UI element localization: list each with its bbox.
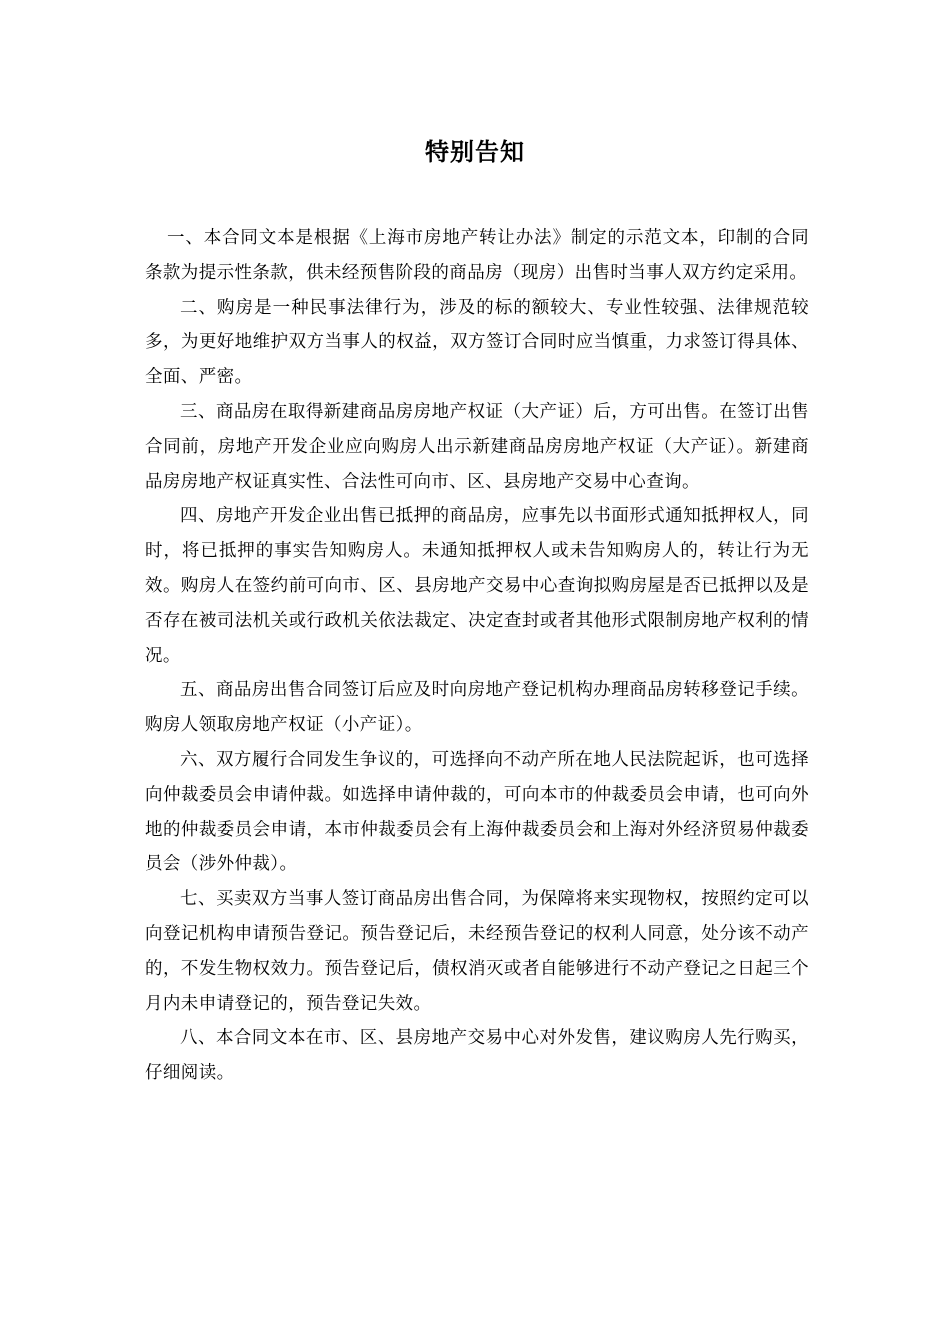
notice-paragraph-7: 七、买卖双方当事人签订商品房出售合同，为保障将来实现物权，按照约定可以向登记机构申请预告登记。预告登记后，未经预告登记的权利人同意，处分该不动产的，不发生物权效力。预告登记后，债权消灭或者自能够进行不动产登记之日起三个月内未申请登记的，预告登记失效。: [145, 889, 809, 1014]
notice-body: [145, 221, 809, 1091]
document-title: 特别告知: [425, 138, 525, 166]
notice-paragraph-5: 五、商品房出售合同签订后应及时向房地产登记机构办理商品房转移登记手续。购房人领取房地产权证（小产证）。: [145, 680, 809, 736]
notice-paragraph-8: 八、本合同文本在市、区、县房地产交易中心对外发售，建议购房人先行购买，仔细阅读。: [145, 1028, 809, 1084]
notice-paragraph-3: 三、商品房在取得新建商品房房地产权证（大产证）后，方可出售。在签订出售合同前，房地产开发企业应向购房人出示新建商品房房地产权证（大产证）。新建商品房房地产权证真实性、合法性可向市、区、县房地产交易中心查询。: [145, 401, 809, 492]
notice-paragraph-1: 一、本合同文本是根据《上海市房地产转让办法》制定的示范文本，印制的合同条款为提示性条款，供未经预售阶段的商品房（现房）出售时当事人双方约定采用。: [145, 228, 809, 283]
notice-paragraph-4: 四、房地产开发企业出售已抵押的商品房，应事先以书面形式通知抵押权人，同时，将已抵押的事实告知购房人。未通知抵押权人或未告知购房人的，转让行为无效。购房人在签约前可向市、区、县房地产交易中心查询拟购房屋是否已抵押以及是否存在被司法机关或行政机关依法裁定、决定查封或者其他形式限制房地产权利的情况。: [145, 506, 809, 666]
notice-paragraph-2: 二、购房是一种民事法律行为，涉及的标的额较大、专业性较强、法律规范较多，为更好地维护双方当事人的权益，双方签订合同时应当慎重，力求签订得具体、全面、严密。: [145, 297, 809, 388]
notice-paragraph-6: 六、双方履行合同发生争议的，可选择向不动产所在地人民法院起诉，也可选择向仲裁委员会申请仲裁。如选择申请仲裁的，可向本市的仲裁委员会申请，也可向外地的仲裁委员会申请，本市仲裁委员会有上海仲裁委员会和上海对外经济贸易仲裁委员会（涉外仲裁）。: [145, 749, 809, 875]
